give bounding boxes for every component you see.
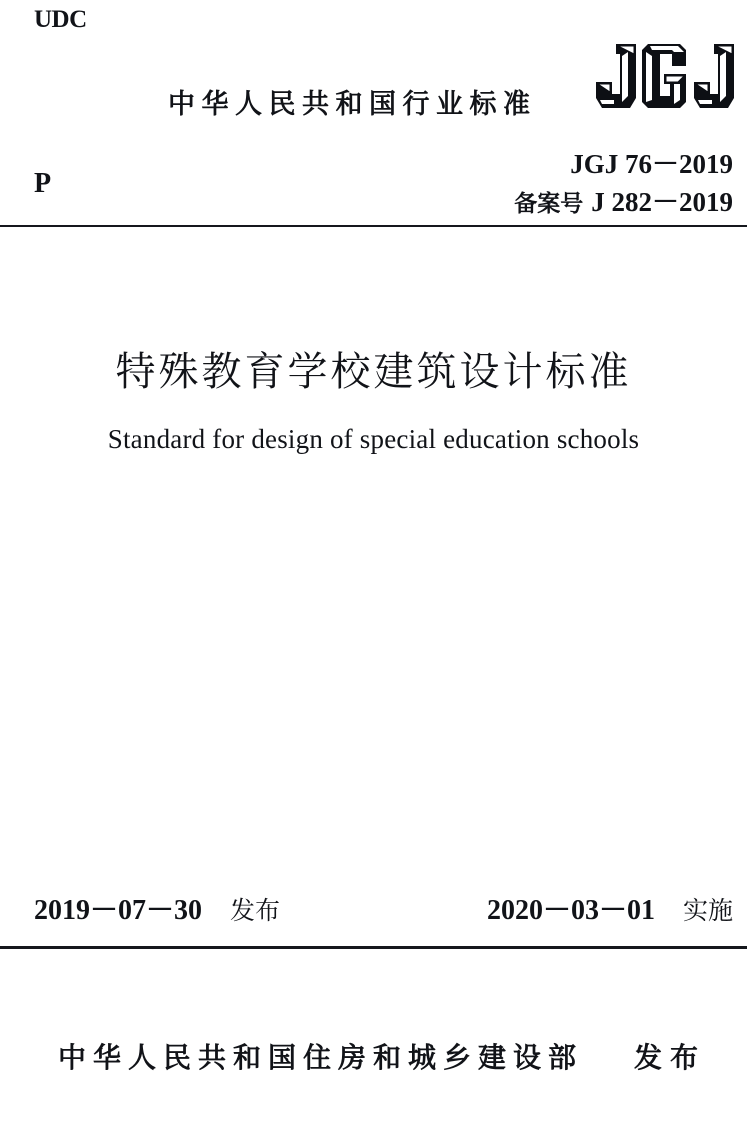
implementation-date: 2020－03－01: [486, 895, 655, 926]
classification-code: P: [34, 168, 52, 199]
implementation-date-line: [487, 888, 733, 928]
standard-number: JGJ 76－2019: [570, 149, 733, 179]
issuing-authority: 中华人民共和国住房和城乡建设部: [58, 1041, 584, 1074]
title-chinese: 特殊教育学校建筑设计标准: [115, 349, 632, 395]
top-divider: [0, 225, 747, 227]
record-number-line: [514, 180, 733, 219]
industry-standard-heading: 中华人民共和国行业标准: [168, 89, 537, 120]
issuing-action: 发布: [634, 1041, 707, 1074]
issue-date: 2019－07－30: [34, 895, 203, 926]
title-english: Standard for design of special education schools: [107, 424, 640, 454]
issue-label: 发布: [230, 896, 281, 925]
implementation-label: 实施: [682, 896, 733, 925]
issue-date-line: [34, 888, 280, 928]
udc-label: UDC: [34, 6, 87, 33]
jgj-logo-icon: [594, 40, 738, 114]
bottom-divider: [0, 946, 747, 949]
record-label: 备案号: [514, 191, 584, 217]
record-number: J 282－2019: [591, 187, 733, 217]
